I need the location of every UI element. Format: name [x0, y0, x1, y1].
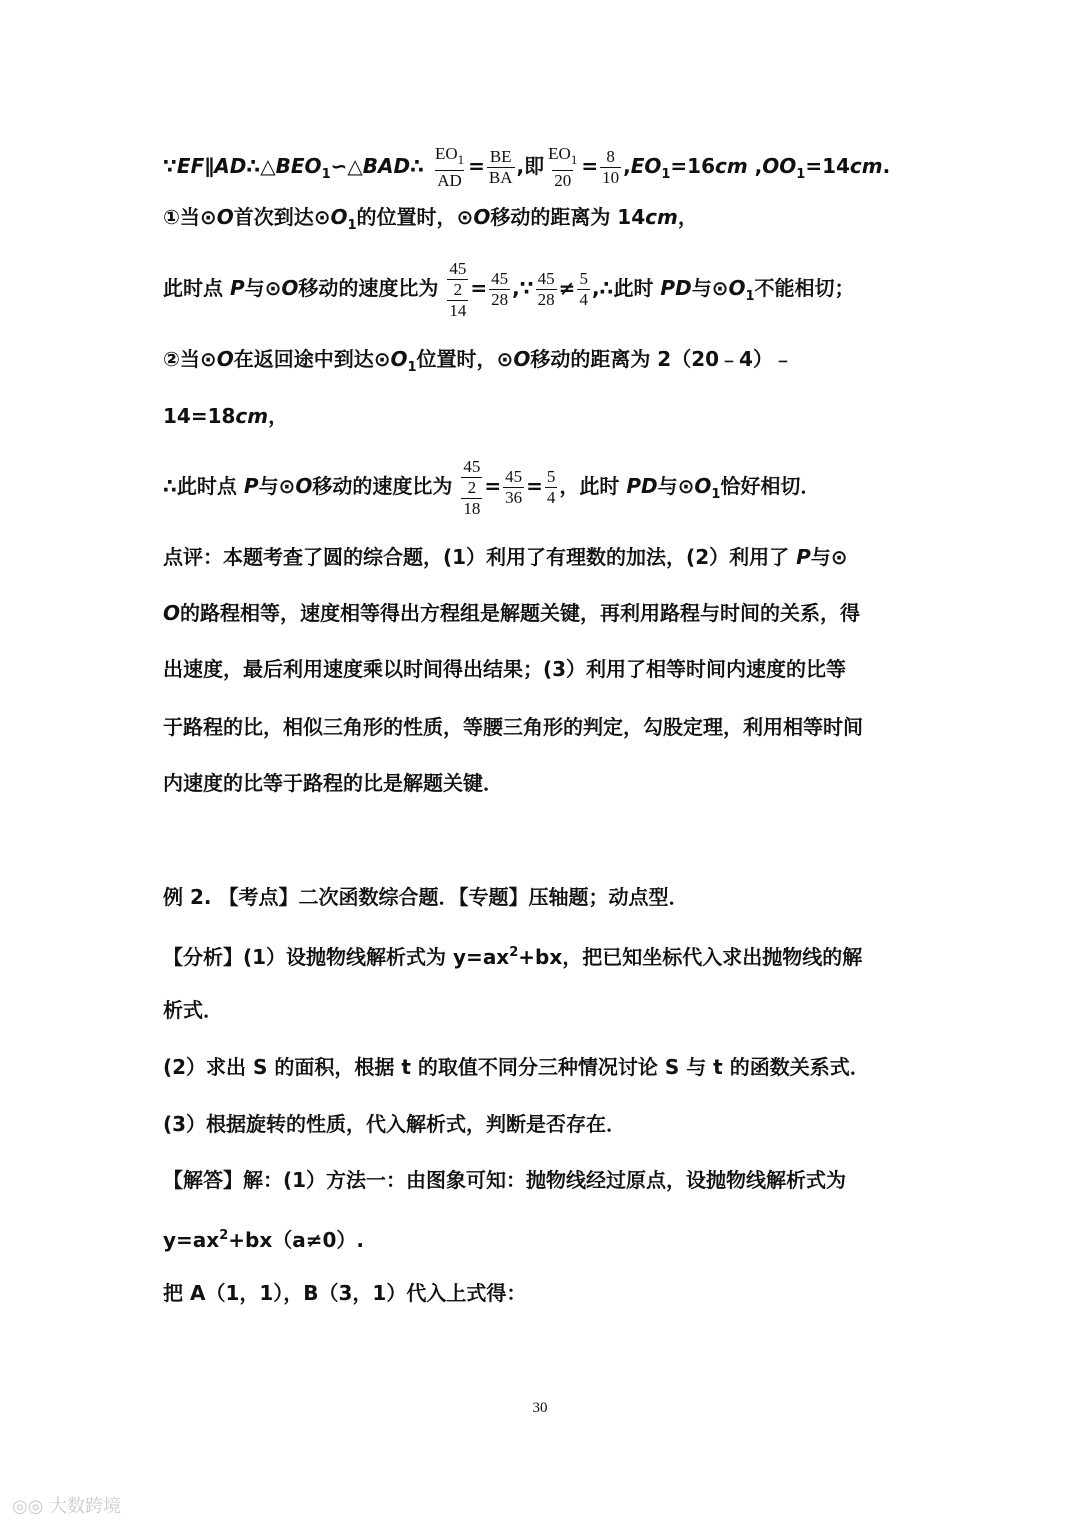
denominator: 28 — [537, 290, 555, 309]
text: , — [747, 154, 763, 178]
line-2 — [163, 203, 698, 240]
line-5 — [163, 402, 288, 430]
unit: cm — [235, 404, 269, 428]
text: P — [229, 276, 245, 300]
fraction — [545, 467, 558, 508]
text: O — [330, 205, 348, 229]
fraction — [600, 147, 621, 188]
fraction — [536, 269, 557, 310]
text: 位置时，⊙ — [416, 347, 514, 371]
line-4 — [163, 345, 793, 382]
denominator: 20 — [554, 171, 572, 190]
text: 移动的速度比为 — [298, 276, 439, 300]
text: 与⊙ — [657, 474, 695, 498]
denominator: 28 — [491, 290, 509, 309]
watermark-text: 大数跨境 — [49, 1496, 122, 1517]
subscript: 1 — [407, 360, 417, 375]
text: +bx（a≠0）. — [228, 1228, 364, 1252]
text: ∽△ — [330, 154, 363, 178]
text: 点评：本题考查了圆的综合题，(1）利用了有理数的加法，(2）利用了 — [163, 545, 797, 569]
fraction — [503, 467, 524, 508]
line-14: 析式． — [163, 998, 223, 1022]
equals: = — [484, 474, 502, 498]
numerator: 45 — [537, 269, 555, 288]
subscript: 1 — [347, 218, 357, 233]
text: 不能相切； — [754, 276, 855, 300]
numerator: 45 — [449, 258, 467, 278]
fraction — [433, 144, 466, 191]
text: O — [473, 205, 491, 229]
equals: = — [468, 154, 485, 178]
line-8 — [163, 599, 860, 627]
subscript: 1 — [796, 167, 806, 182]
numerator: 45 — [505, 467, 523, 486]
text: 【分析】(1）设抛物线解析式为 y=ax — [163, 945, 510, 969]
numerator: 5 — [546, 467, 556, 486]
unit: cm — [645, 205, 678, 229]
text: 的位置时，⊙ — [356, 205, 474, 229]
line-7 — [163, 543, 848, 571]
text: y=ax — [163, 1228, 220, 1252]
numerator: EO — [548, 144, 571, 163]
line-13 — [163, 939, 862, 971]
text: 14=18 — [163, 404, 236, 428]
text: O — [728, 276, 746, 300]
superscript: 2 — [509, 945, 519, 960]
fraction — [546, 144, 579, 191]
numerator: BE — [489, 147, 512, 166]
denominator: 18 — [463, 498, 481, 518]
fraction — [577, 269, 590, 310]
text: ,∵ — [512, 276, 534, 300]
subscript: 1 — [711, 487, 721, 502]
text: ∴△ — [246, 154, 276, 178]
denominator: 36 — [505, 488, 523, 507]
line-11: 内速度的比等于路程的比是解题关键． — [163, 771, 503, 795]
text: O — [390, 347, 408, 371]
subscript: 1 — [661, 167, 671, 182]
inner-fraction — [461, 457, 482, 498]
text: O — [281, 276, 299, 300]
numerator: 45 — [491, 269, 509, 288]
text: O — [694, 474, 712, 498]
text: , — [623, 154, 631, 178]
text: 与⊙ — [810, 545, 848, 569]
text: . — [882, 154, 891, 178]
numerator: 8 — [606, 147, 615, 166]
denominator: AD — [437, 171, 462, 190]
equals: = — [581, 154, 599, 178]
page-number: 30 — [532, 1400, 548, 1416]
text: 此时点 — [163, 276, 230, 300]
text: AD — [214, 154, 247, 178]
line-10: 于路程的比，相似三角形的性质，等腰三角形的判定，勾股定理，利用相等时间 — [163, 715, 863, 739]
line-19: 把 A（1，1），B（3，1）代入上式得： — [163, 1281, 527, 1305]
subscript: 1 — [570, 152, 578, 167]
text: ②当⊙ — [163, 347, 217, 371]
text: ,∴此时 — [591, 276, 661, 300]
text: PD — [626, 474, 658, 498]
subscript: 1 — [457, 152, 465, 167]
text: P — [796, 545, 811, 569]
text: O — [295, 474, 313, 498]
equals: = — [526, 474, 543, 498]
text: O — [216, 347, 234, 371]
text: O — [163, 601, 181, 625]
text: 移动的距离为 14 — [490, 205, 646, 229]
line-6 — [163, 450, 820, 531]
numerator: 5 — [579, 269, 588, 288]
superscript: 2 — [219, 1228, 229, 1243]
text: =14 — [805, 154, 850, 178]
watermark — [12, 1492, 121, 1518]
compound-fraction — [461, 457, 482, 519]
text: EO — [630, 154, 662, 178]
fraction — [487, 147, 515, 188]
inner-fraction — [447, 259, 468, 300]
numerator: EO — [434, 144, 458, 163]
text: 首次到达⊙ — [233, 205, 331, 229]
text: ,即 — [516, 154, 545, 178]
text: 恰好相切． — [720, 474, 821, 498]
text: O — [513, 347, 531, 371]
line-3 — [163, 252, 855, 333]
text: 与⊙ — [258, 474, 296, 498]
text: OO — [762, 154, 797, 178]
text: P — [243, 474, 259, 498]
text: 与⊙ — [244, 276, 282, 300]
line-9: 出速度，最后利用速度乘以时间得出结果；(3）利用了相等时间内速度的比等 — [163, 657, 847, 681]
text: ∴此时点 — [163, 474, 244, 498]
line-1 — [163, 144, 890, 191]
text: ∥ — [204, 154, 215, 178]
denominator: 4 — [579, 290, 588, 309]
text: BEO — [275, 154, 322, 178]
subscript: 1 — [321, 167, 331, 182]
text: EF — [176, 154, 205, 178]
denominator: 4 — [546, 488, 556, 507]
text: =16 — [670, 154, 715, 178]
line-15: (2）求出 S 的面积，根据 t 的取值不同分三种情况讨论 S 与 t 的函数关系式． — [163, 1055, 870, 1079]
text: 在返回途中到达⊙ — [233, 347, 391, 371]
line-16: (3）根据旋转的性质，代入解析式，判断是否存在． — [163, 1112, 627, 1136]
subscript: 1 — [745, 289, 755, 304]
unit: cm — [849, 154, 883, 178]
line-17: 【解答】解：(1）方法一：由图象可知：抛物线经过原点，设抛物线解析式为 — [163, 1168, 847, 1192]
unit: cm — [715, 154, 748, 178]
denominator: BA — [488, 168, 513, 187]
text: 移动的距离为 2（20﹣4）﹣ — [530, 347, 793, 371]
line-12: 例 2. 【考点】二次函数综合题．【专题】压轴题；动点型． — [163, 885, 689, 909]
text: 与⊙ — [691, 276, 729, 300]
text: BAD — [362, 154, 411, 178]
text: 移动的速度比为 — [312, 474, 453, 498]
text: ①当⊙ — [163, 205, 217, 229]
text: PD — [660, 276, 692, 300]
numerator: 45 — [463, 456, 481, 476]
text: 的路程相等，速度相等得出方程组是解题关键，再利用路程与时间的关系，得 — [180, 601, 861, 625]
text: +bx，把已知坐标代入求出抛物线的解 — [518, 945, 863, 969]
compound-fraction — [447, 259, 468, 321]
denominator: 10 — [602, 168, 620, 187]
text: ∵ — [163, 154, 177, 178]
text: ，此时 — [559, 474, 627, 498]
equals: = — [470, 276, 488, 300]
text: ， — [268, 404, 289, 428]
not-equal: ≠ — [558, 276, 576, 300]
denominator: 14 — [449, 300, 467, 320]
text: O — [216, 205, 234, 229]
watermark-logo-icon: ◎◎ — [12, 1496, 50, 1517]
denominator: 2 — [467, 477, 477, 497]
line-18 — [163, 1222, 364, 1254]
text: ， — [677, 205, 698, 229]
text: ∴ — [410, 154, 424, 178]
fraction — [489, 269, 510, 310]
denominator: 2 — [453, 279, 463, 299]
